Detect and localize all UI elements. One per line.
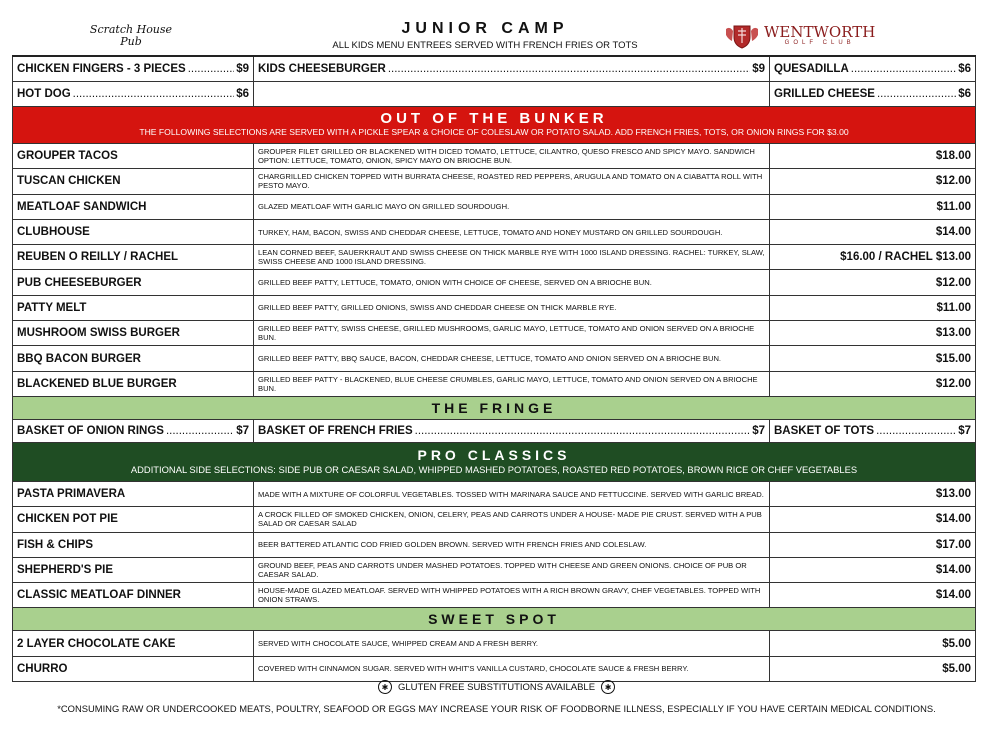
item-description: LEAN CORNED BEEF, SAUERKRAUT AND SWISS CHEESE ON THICK MARBLE RYE WITH 1000 ISLAND DRESSING. RACHEL: TURKEY, SLAW, SWISS CHEESE AND 1000 ISLAND DRESSING. (254, 245, 770, 269)
menu-item-row (12, 583, 976, 608)
section-title-junior-camp: JUNIOR CAMP (401, 20, 569, 37)
fringe-item-price: $7 (236, 424, 249, 437)
pro-classics-subtitle: ADDITIONAL SIDE SELECTIONS: SIDE PUB OR CAESAR SALAD, WHIPPED MASHED POTATOES, ROASTED RED POTATOES, BROWN RICE OR CHEF VEGETABLES (130, 463, 858, 475)
kids-item-name: GRILLED CHEESE (774, 88, 875, 100)
item-description: GRILLED BEEF PATTY, GRILLED ONIONS, SWISS AND CHEDDAR CHEESE ON THICK MARBLE RYE. (254, 296, 770, 320)
item-price: $13.00 (770, 482, 976, 506)
kids-item (770, 57, 976, 81)
menu-item-row (12, 220, 976, 245)
item-price: $14.00 (770, 558, 976, 582)
kids-item (12, 57, 254, 81)
kids-empty-cell (254, 82, 770, 106)
kids-item-name: KIDS CHEESEBURGER (258, 63, 386, 75)
sweet-spot-banner (12, 608, 976, 631)
scratch-house-logo (12, 16, 250, 55)
item-name: CLASSIC MEATLOAF DINNER (12, 583, 254, 607)
item-name: REUBEN O REILLY / RACHEL (12, 245, 254, 269)
fringe-item-name: BASKET OF TOTS (774, 424, 875, 437)
fringe-item-price: $7 (752, 424, 765, 437)
item-description: GRILLED BEEF PATTY, SWISS CHEESE, GRILLED MUSHROOMS, GARLIC MAYO, LETTUCE, TOMATO AND ONION SERVED ON A BRIOCHE BUN. (254, 321, 770, 345)
item-name: SHEPHERD'S PIE (12, 558, 254, 582)
kids-item-name: QUESADILLA (774, 63, 849, 75)
item-description: GLAZED MEATLOAF WITH GARLIC MAYO ON GRILLED SOURDOUGH. (254, 195, 770, 219)
kids-item (12, 82, 254, 106)
item-price: $17.00 (770, 533, 976, 557)
item-name: MUSHROOM SWISS BURGER (12, 321, 254, 345)
gluten-free-note (0, 680, 993, 694)
item-price: $11.00 (770, 296, 976, 320)
logo-left-line2: Pub (120, 34, 142, 48)
menu-item-row (12, 195, 976, 220)
bunker-banner (12, 107, 976, 144)
item-price: $14.00 (770, 507, 976, 531)
golf-club-label: GOLF CLUB (784, 40, 855, 46)
junior-camp-subtitle: ALL KIDS MENU ENTREES SERVED WITH FRENCH FRIES OR TOTS (332, 40, 638, 51)
item-description: TURKEY, HAM, BACON, SWISS AND CHEDDAR CHEESE, LETTUCE, TOMATO AND HONEY MUSTARD ON GRILLED SOURDOUGH. (254, 220, 770, 244)
menu-item-row (12, 270, 976, 295)
menu-page (12, 16, 976, 682)
logo-left-line1: Scratch House (89, 22, 173, 36)
sweet-items (12, 631, 976, 682)
kids-item (770, 82, 976, 106)
menu-item-row (12, 372, 976, 397)
item-price: $11.00 (770, 195, 976, 219)
wentworth-logo (720, 16, 976, 55)
gluten-free-text: GLUTEN FREE SUBSTITUTIONS AVAILABLE (397, 681, 596, 693)
item-description: GRILLED BEEF PATTY - BLACKENED, BLUE CHEESE CRUMBLES, GARLIC MAYO, LETTUCE, TOMATO AND ONION SERVED ON A BRIOCHE BUN. (254, 372, 770, 396)
section-title-sweet-spot: SWEET SPOT (428, 611, 560, 628)
item-description: HOUSE-MADE GLAZED MEATLOAF. SERVED WITH WHIPPED POTATOES WITH A RICH BROWN GRAVY, CHEF VEGETABLES. TOPPED WITH ONION STRAWS. (254, 583, 770, 607)
fringe-banner (12, 397, 976, 420)
fringe-item-price: $7 (958, 424, 971, 437)
item-name: CHURRO (12, 657, 254, 681)
item-name: FISH & CHIPS (12, 533, 254, 557)
menu-item-row (12, 533, 976, 558)
section-title-fringe: THE FRINGE (431, 399, 557, 416)
item-name: MEATLOAF SANDWICH (12, 195, 254, 219)
item-description: COVERED WITH CINNAMON SUGAR. SERVED WITH WHIT'S VANILLA CUSTARD, CHOCOLATE SAUCE & FRESH BERRY. (254, 657, 770, 681)
item-price: $5.00 (770, 657, 976, 681)
item-name: PUB CHEESEBURGER (12, 270, 254, 294)
item-name: GROUPER TACOS (12, 144, 254, 168)
consumer-advisory: *CONSUMING RAW OR UNDERCOOKED MEATS, POULTRY, SEAFOOD OR EGGS MAY INCREASE YOUR RISK OF FOODBORNE ILLNESS, ESPECIALLY IF YOU HAVE CERTAIN MEDICAL CONDITIONS. (57, 703, 936, 714)
kids-item-price: $6 (958, 63, 971, 75)
item-description: GRILLED BEEF PATTY, LETTUCE, TOMATO, ONION WITH CHOICE OF CHEESE, SERVED ON A BRIOCHE BUN. (254, 270, 770, 294)
pro-items (12, 482, 976, 608)
fringe-item-name: BASKET OF ONION RINGS (17, 424, 164, 437)
crest-icon (724, 23, 760, 49)
item-name: TUSCAN CHICKEN (12, 169, 254, 193)
section-title-pro-classics: PRO CLASSICS (417, 446, 571, 463)
item-name: PATTY MELT (12, 296, 254, 320)
kids-row (12, 57, 976, 82)
fringe-item-name: BASKET OF FRENCH FRIES (258, 424, 413, 437)
item-name: 2 LAYER CHOCOLATE CAKE (12, 631, 254, 655)
item-price: $5.00 (770, 631, 976, 655)
menu-item-row (12, 631, 976, 656)
item-name: BBQ BACON BURGER (12, 346, 254, 370)
menu-item-row (12, 245, 976, 270)
item-description: GROUND BEEF, PEAS AND CARROTS UNDER MASHED POTATOES. TOPPED WITH CHEESE AND GREEN ONIONS. CHOICE OF PUB OR CAESAR SALAD. (254, 558, 770, 582)
kids-item-name: CHICKEN FINGERS - 3 PIECES (17, 63, 186, 75)
menu-item-row (12, 296, 976, 321)
gluten-free-icon: ✱ (378, 680, 392, 694)
item-price: $12.00 (770, 372, 976, 396)
bunker-subtitle: THE FOLLOWING SELECTIONS ARE SERVED WITH A PICKLE SPEAR & CHOICE OF COLESLAW OR POTATO SALAD. ADD FRENCH FRIES, TOTS, OR ONION RINGS FOR $3.00 (139, 127, 849, 137)
fringe-item (254, 420, 770, 442)
menu-item-row (12, 507, 976, 532)
kids-item-price: $9 (752, 63, 765, 75)
pro-classics-banner (12, 443, 976, 482)
wentworth-name: WENTWORTH (764, 23, 876, 41)
item-price: $14.00 (770, 220, 976, 244)
item-description: A CROCK FILLED OF SMOKED CHICKEN, ONION, CELERY, PEAS AND CARROTS UNDER A HOUSE- MADE PIE CRUST. SERVED WITH A PUB SALAD OR CAESAR SALAD (254, 507, 770, 531)
menu-item-row (12, 144, 976, 169)
kids-item-price: $6 (958, 88, 971, 100)
item-price: $12.00 (770, 270, 976, 294)
item-name: PASTA PRIMAVERA (12, 482, 254, 506)
junior-camp-header (250, 16, 720, 55)
fringe-row (12, 420, 976, 443)
item-name: BLACKENED BLUE BURGER (12, 372, 254, 396)
menu-item-row (12, 657, 976, 682)
item-price: $14.00 (770, 583, 976, 607)
menu-item-row (12, 321, 976, 346)
kids-row (12, 82, 976, 107)
kids-item (254, 57, 770, 81)
item-description: GROUPER FILET GRILLED OR BLACKENED WITH DICED TOMATO, LETTUCE, CILANTRO, QUESO FRESCO AND SPICY MAYO. SANDWICH OPTION: LETTUCE, TOMATO, ONION, SPICY MAYO ON BRIOCHE BUN. (254, 144, 770, 168)
item-price: $13.00 (770, 321, 976, 345)
item-price: $12.00 (770, 169, 976, 193)
menu-item-row (12, 169, 976, 194)
fringe-item (770, 420, 976, 442)
item-price: $18.00 (770, 144, 976, 168)
kids-item-price: $9 (236, 63, 249, 75)
fringe-item (12, 420, 254, 442)
menu-item-row (12, 482, 976, 507)
kids-item-price: $6 (236, 88, 249, 100)
item-name: CLUBHOUSE (12, 220, 254, 244)
item-name: CHICKEN POT PIE (12, 507, 254, 531)
menu-item-row (12, 558, 976, 583)
menu-item-row (12, 346, 976, 371)
item-description: SERVED WITH CHOCOLATE SAUCE, WHIPPED CREAM AND A FRESH BERRY. (254, 631, 770, 655)
section-title-bunker: OUT OF THE BUNKER (380, 110, 608, 127)
item-description: BEER BATTERED ATLANTIC COD FRIED GOLDEN BROWN. SERVED WITH FRENCH FRIES AND COLESLAW. (254, 533, 770, 557)
item-price: $16.00 / RACHEL $13.00 (770, 245, 976, 269)
kids-item-name: HOT DOG (17, 88, 71, 100)
item-price: $15.00 (770, 346, 976, 370)
menu-header (12, 16, 976, 57)
bunker-items (12, 144, 976, 397)
item-description: MADE WITH A MIXTURE OF COLORFUL VEGETABLES. TOSSED WITH MARINARA SAUCE AND FETTUCCINE. SERVED WITH GARLIC BREAD. (254, 482, 770, 506)
item-description: CHARGRILLED CHICKEN TOPPED WITH BURRATA CHEESE, ROASTED RED PEPPERS, ARUGULA AND TOMATO ON A CIABATTA ROLL WITH PESTO MAYO. (254, 169, 770, 193)
gluten-free-icon: ✱ (601, 680, 615, 694)
item-description: GRILLED BEEF PATTY, BBQ SAUCE, BACON, CHEDDAR CHEESE, LETTUCE, TOMATO AND ONION SERVED ON A BRIOCHE BUN. (254, 346, 770, 370)
